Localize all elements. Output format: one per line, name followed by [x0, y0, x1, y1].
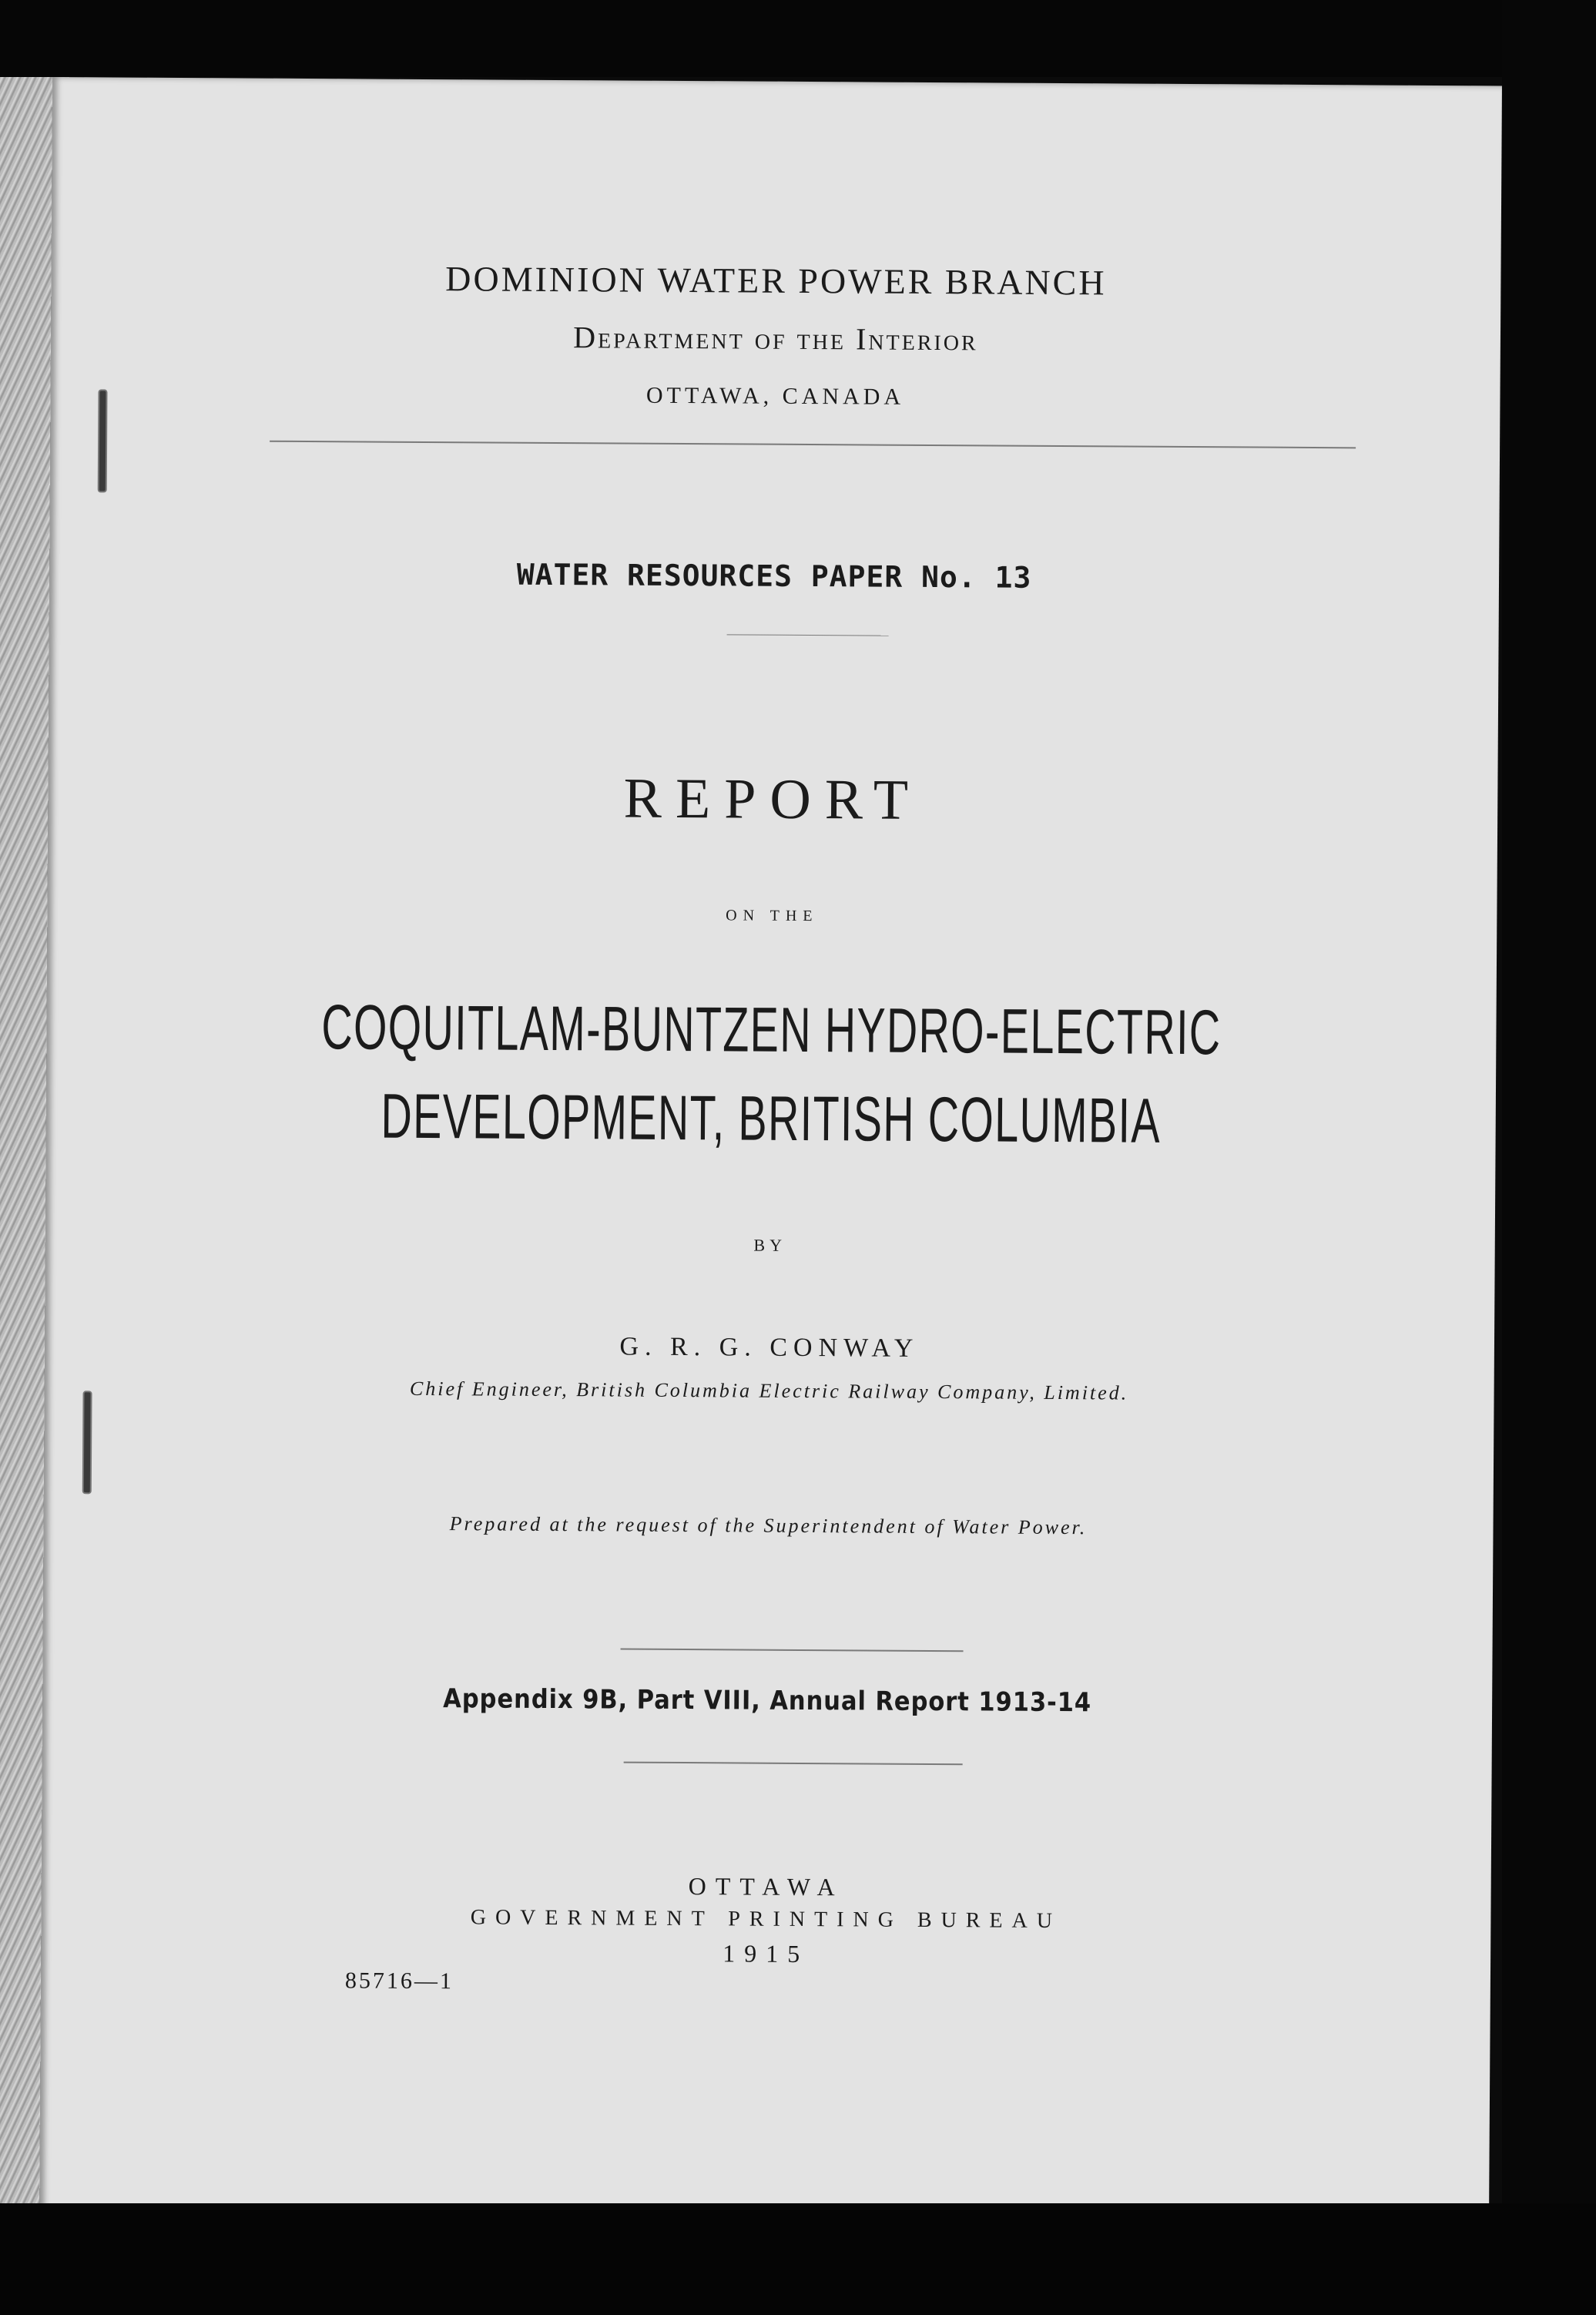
- imprint-place: OTTAWA: [688, 1872, 844, 1901]
- prepared-note: Prepared at the request of the Superintendent of Water Power.: [449, 1512, 1088, 1539]
- imprint-year: 1915: [723, 1939, 810, 1968]
- appendix-reference: Appendix 9B, Part VIII, Annual Report 1913-14: [443, 1683, 1092, 1719]
- appendix-rule-top: [621, 1649, 964, 1652]
- report-heading: REPORT: [623, 767, 923, 832]
- series-rule: [727, 634, 889, 636]
- report-title-line1: COQUITLAM-BUNTZEN HYDRO-ELECTRIC: [321, 992, 1222, 1069]
- series-title: WATER RESOURCES PAPER No. 13: [516, 557, 1032, 595]
- film-border-right: [1502, 0, 1596, 2315]
- author-position: Chief Engineer, British Columbia Electric Railway Company, Limited.: [409, 1377, 1129, 1404]
- on-the-label: ON THE: [726, 907, 819, 925]
- report-title-line2: DEVELOPMENT, BRITISH COLUMBIA: [381, 1081, 1162, 1156]
- by-label: BY: [753, 1235, 787, 1255]
- header-rule: [270, 441, 1356, 449]
- branch-name: DOMINION WATER POWER BRANCH: [445, 259, 1107, 303]
- author-name: G. R. G. CONWAY: [619, 1332, 920, 1363]
- location: OTTAWA, CANADA: [645, 382, 905, 410]
- appendix-rule-bottom: [624, 1762, 963, 1766]
- print-number: 85716—1: [344, 1968, 454, 1995]
- film-border-top: [0, 0, 1596, 77]
- staple-bottom: [82, 1391, 92, 1494]
- department-name: Department of the Interior: [573, 320, 978, 357]
- film-border-bottom: [0, 2203, 1596, 2315]
- title-page: [39, 77, 1502, 2223]
- imprint-printer: GOVERNMENT PRINTING BUREAU: [470, 1905, 1062, 1934]
